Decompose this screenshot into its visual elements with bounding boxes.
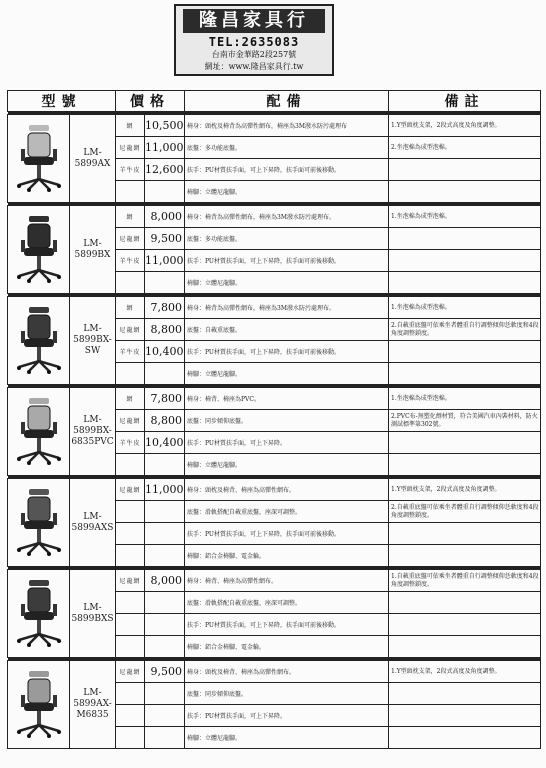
fabric-type: 尼龍網: [116, 570, 145, 592]
spec-text: 底盤：多功能底盤。: [185, 228, 389, 250]
spec-text: 椅腳：鋁合金椅腳、電金輪。: [185, 545, 389, 567]
note-text: 1.自載重底盤可依乘坐者體重自行調整傾仰恁軟度和4段角度調整鎖度。: [389, 570, 541, 592]
note-text: 1.Y型頭枕支架，2段式高度及角度調整。: [389, 479, 541, 501]
fabric-type: 網: [116, 388, 145, 410]
header-model: 型號: [8, 91, 116, 112]
note-text: 1.Y型頭枕支架，2段式高度及角度調整。: [389, 661, 541, 683]
price-value: [145, 592, 185, 614]
company-tel: TEL:2635083: [208, 35, 300, 49]
chair-photo-icon: [13, 483, 65, 559]
price-value: [145, 272, 185, 294]
spec-text: 椅腳：立體尼龍腳。: [185, 363, 389, 385]
spec-text: 扶手：PU材質扶手面，可上下昇降，扶手面可前後移動。: [185, 341, 389, 363]
chair-photo-icon: [13, 301, 65, 377]
company-website: 網址：www.隆昌家具行.tw: [204, 62, 304, 71]
product-model: LM-5899BX: [70, 206, 116, 294]
spec-text: 底盤：同步傾仰底盤。: [185, 683, 389, 705]
header-price: 價格: [116, 91, 185, 112]
table-header: [8, 91, 541, 112]
note-text: 1.坐泡棉為成型泡棉。: [389, 297, 541, 319]
price-value: [145, 363, 185, 385]
spec-text: 椅腳：立體尼龍腳。: [185, 454, 389, 476]
note-text: [389, 683, 541, 705]
note-text: 2.自載重底盤可依乘坐者體重自行調整傾仰恁軟度和4段角度調整鎖度。: [389, 319, 541, 341]
price-value: 8,800: [145, 319, 185, 341]
note-text: [389, 727, 541, 749]
note-text: [389, 614, 541, 636]
store-header: [174, 4, 334, 76]
product-photo: [8, 388, 70, 476]
product-line: [8, 297, 541, 319]
product-model: LM-5899AX: [70, 115, 116, 203]
product-model: LM-5899AXS: [70, 479, 116, 567]
fabric-type: [116, 592, 145, 614]
spec-text: 椅身：頭枕及椅背為高彈性網布，椅座為3M潑水防污處理布: [185, 115, 389, 137]
product-line: [8, 388, 541, 410]
price-value: [145, 705, 185, 727]
header-note: 備註: [389, 91, 541, 112]
note-text: [389, 432, 541, 454]
fabric-type: 羊牛皮: [116, 341, 145, 363]
price-value: 12,600: [145, 159, 185, 181]
fabric-type: [116, 454, 145, 476]
spec-text: 椅身：頭枕及椅背、椅座為高彈性網布。: [185, 661, 389, 683]
fabric-type: [116, 181, 145, 203]
spec-text: 椅身：頭枕及椅背、椅座為高彈性網布。: [185, 479, 389, 501]
note-text: [389, 181, 541, 203]
chair-photo-icon: [13, 574, 65, 650]
product-photo: [8, 297, 70, 385]
note-text: 1.Y型頭枕支架，2段式高度及角度調整。: [389, 115, 541, 137]
product-line: [8, 479, 541, 501]
spec-text: 椅身：椅背為高彈性網布，椅座為3M潑水防污處理布。: [185, 297, 389, 319]
chair-photo-icon: [13, 392, 65, 468]
note-text: 1.坐泡棉為成型泡棉。: [389, 206, 541, 228]
price-value: [145, 683, 185, 705]
fabric-type: [116, 705, 145, 727]
fabric-type: [116, 727, 145, 749]
product-model: LM-5899BXS: [70, 570, 116, 658]
fabric-type: 網: [116, 297, 145, 319]
spec-text: 扶手：PU材質扶手面，可上下昇降。: [185, 432, 389, 454]
note-text: [389, 341, 541, 363]
spec-text: 椅腳：立體尼龍腳。: [185, 727, 389, 749]
price-value: [145, 181, 185, 203]
spec-text: 椅腳：立體尼龍腳。: [185, 272, 389, 294]
chair-photo-icon: [13, 665, 65, 741]
spec-text: 椅腳：立體尼龍腳。: [185, 181, 389, 203]
note-text: [389, 454, 541, 476]
spec-text: 椅身：椅背、椅座為PVC。: [185, 388, 389, 410]
spec-text: 椅身：椅背、椅座為高彈性網布。: [185, 570, 389, 592]
price-value: 8,800: [145, 410, 185, 432]
product-model: LM-5899BX-6835PVC: [70, 388, 116, 476]
product-line: [8, 661, 541, 683]
price-value: 8,000: [145, 570, 185, 592]
fabric-type: [116, 363, 145, 385]
product-photo: [8, 570, 70, 658]
price-value: [145, 523, 185, 545]
price-value: [145, 614, 185, 636]
fabric-type: [116, 272, 145, 294]
spec-text: 底盤：多功能底盤。: [185, 137, 389, 159]
price-value: [145, 545, 185, 567]
fabric-type: 羊牛皮: [116, 432, 145, 454]
price-value: 10,400: [145, 341, 185, 363]
product-line: [8, 570, 541, 592]
fabric-type: [116, 683, 145, 705]
spec-text: 椅腳：鋁合金椅腳、電金輪。: [185, 636, 389, 658]
price-value: 11,000: [145, 479, 185, 501]
note-text: [389, 250, 541, 272]
spec-text: 扶手：PU材質扶手面，可上下昇降，扶手面可前後移動。: [185, 250, 389, 272]
price-table: [7, 90, 541, 749]
product-line: [8, 206, 541, 228]
price-value: [145, 454, 185, 476]
fabric-type: [116, 614, 145, 636]
fabric-type: [116, 636, 145, 658]
chair-photo-icon: [13, 119, 65, 195]
spec-text: 底盤：同步傾仰底盤。: [185, 410, 389, 432]
product-photo: [8, 206, 70, 294]
price-value: 11,000: [145, 250, 185, 272]
note-text: 2.坐泡棉為成型泡棉。: [389, 137, 541, 159]
spec-text: 底盤：自載重底盤。: [185, 319, 389, 341]
note-text: [389, 592, 541, 614]
fabric-type: 羊牛皮: [116, 159, 145, 181]
spec-text: 扶手：PU材質扶手面，可上下昇降，扶手面可前後移動。: [185, 523, 389, 545]
spec-text: 椅身：椅背為高彈性網布，椅座為3M潑水防污處理布。: [185, 206, 389, 228]
fabric-type: 網: [116, 115, 145, 137]
product-model: LM-5899BX-SW: [70, 297, 116, 385]
price-value: [145, 727, 185, 749]
note-text: [389, 159, 541, 181]
price-value: 7,800: [145, 388, 185, 410]
fabric-type: 尼龍網: [116, 319, 145, 341]
fabric-type: 羊牛皮: [116, 250, 145, 272]
chair-photo-icon: [13, 210, 65, 286]
price-value: 7,800: [145, 297, 185, 319]
note-text: [389, 272, 541, 294]
fabric-type: 尼龍網: [116, 137, 145, 159]
product-photo: [8, 115, 70, 203]
note-text: [389, 545, 541, 567]
price-value: [145, 501, 185, 523]
price-value: 8,000: [145, 206, 185, 228]
note-text: [389, 228, 541, 250]
spec-text: 扶手：PU材質扶手面，可上下昇降，扶手面可前後移動。: [185, 614, 389, 636]
fabric-type: 尼龍網: [116, 479, 145, 501]
fabric-type: 尼龍網: [116, 661, 145, 683]
note-text: [389, 523, 541, 545]
spec-text: 扶手：PU材質扶手面，可上下昇降。: [185, 705, 389, 727]
company-address: 台南市金華路2段257號: [211, 50, 297, 59]
price-value: 10,500: [145, 115, 185, 137]
price-value: 11,000: [145, 137, 185, 159]
price-value: 10,400: [145, 432, 185, 454]
price-value: 9,500: [145, 228, 185, 250]
product-photo: [8, 479, 70, 567]
note-text: [389, 705, 541, 727]
spec-text: 扶手：PU材質扶手面，可上下昇降，扶手面可前後移動。: [185, 159, 389, 181]
note-text: [389, 636, 541, 658]
fabric-type: [116, 545, 145, 567]
fabric-type: 網: [116, 206, 145, 228]
spec-text: 底盤：滑軌搭配自載重底盤，座深可調整。: [185, 592, 389, 614]
spec-text: 底盤：滑軌搭配自載重底盤，座深可調整。: [185, 501, 389, 523]
header-spec: 配備: [185, 91, 389, 112]
note-text: 1.坐泡棉為成型泡棉。: [389, 388, 541, 410]
product-model: LM-5899AX-M6835: [70, 661, 116, 749]
product-line: [8, 115, 541, 137]
price-value: 9,500: [145, 661, 185, 683]
note-text: [389, 363, 541, 385]
note-text: 2.PVC布-無塑化劑材質，符合美國汽車內裝材料，防火測試標準第302號。: [389, 410, 541, 432]
fabric-type: 尼龍網: [116, 410, 145, 432]
price-value: [145, 636, 185, 658]
fabric-type: 尼龍網: [116, 228, 145, 250]
fabric-type: [116, 523, 145, 545]
fabric-type: [116, 501, 145, 523]
company-name: 隆昌家具行: [183, 9, 325, 33]
note-text: 2.自載重底盤可依乘坐者體重自行調整傾仰恁軟度和4段角度調整鎖度。: [389, 501, 541, 523]
product-photo: [8, 661, 70, 749]
